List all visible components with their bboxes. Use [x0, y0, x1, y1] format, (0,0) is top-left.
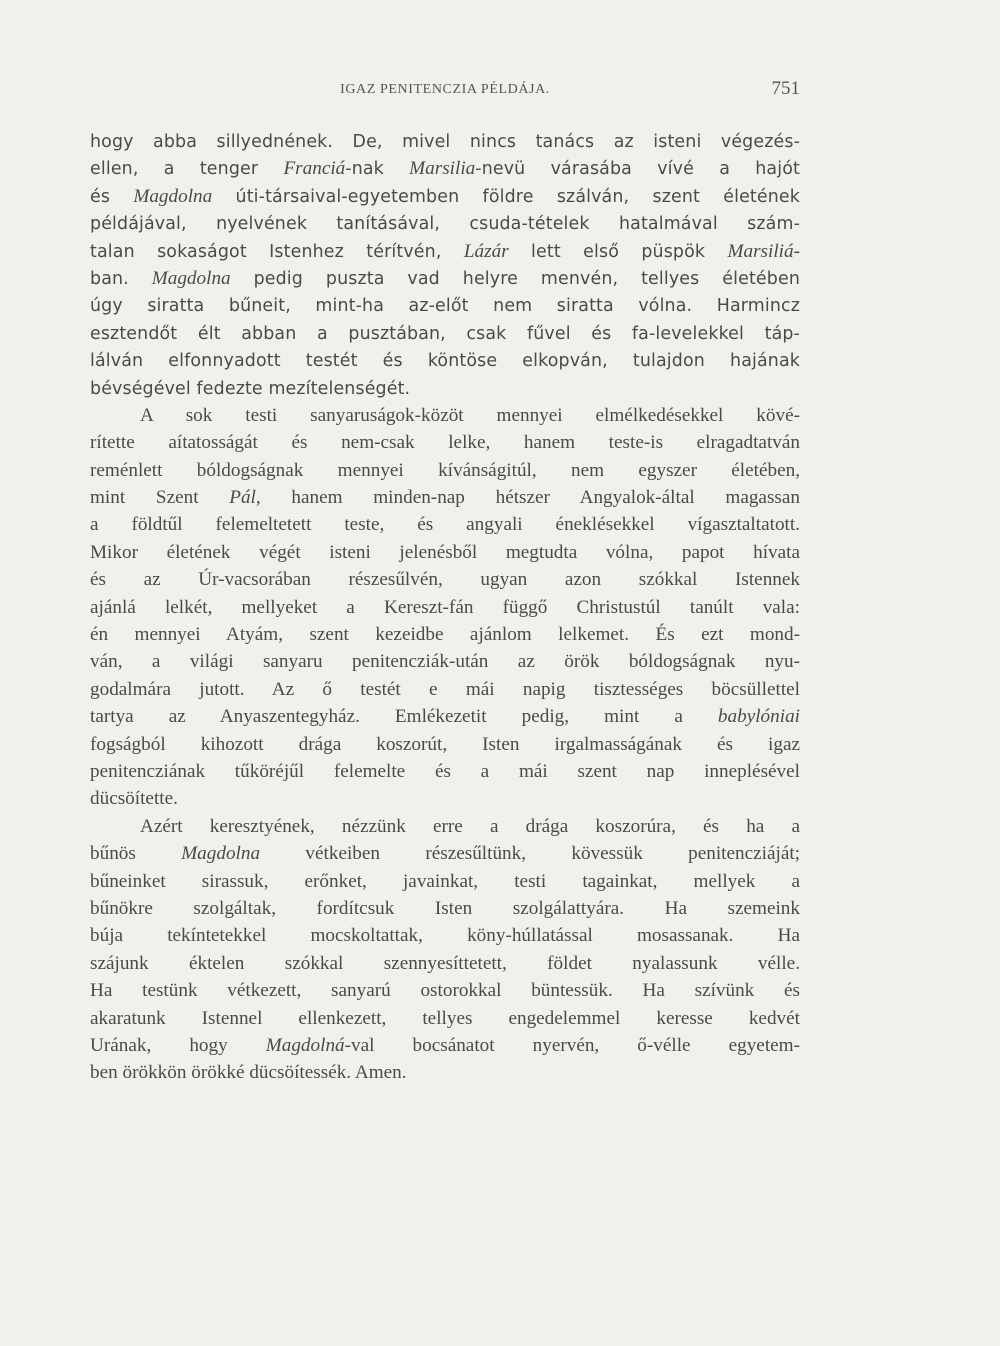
text-line [90, 183, 800, 210]
italic-name: Marsiliá- [727, 240, 800, 262]
text-line [90, 676, 800, 703]
text-segment: dücsöítette. [90, 788, 178, 810]
text-segment: Mikor életének végét isteni jelenésből megtudta vólna, papot hívata [90, 541, 800, 563]
text-segment: akaratunk Istennel ellenkezett, tellyes engedelemmel keresse kedvét [90, 1007, 800, 1029]
italic-name: Lázár [463, 240, 509, 262]
italic-name: Magdolna [133, 185, 213, 207]
text-line [90, 731, 800, 758]
text-line [90, 868, 800, 895]
text-segment: pedig puszta vad helyre menvén, tellyes életében [230, 268, 800, 289]
text-segment: -val bocsánatot nyervén, ő-vélle egyetem- [344, 1034, 800, 1056]
italic-name: Magdolná [265, 1034, 345, 1056]
text-line [90, 457, 800, 484]
text-line [90, 511, 800, 538]
text-line [90, 895, 800, 922]
text-line [90, 1005, 800, 1032]
text-line [90, 813, 800, 840]
running-head [90, 78, 800, 102]
text-segment: hanem minden-nap hétszer Angyalok-által magassan [260, 487, 800, 509]
text-segment: mint Szent [90, 487, 230, 509]
text-line [90, 402, 800, 429]
text-segment: szájunk éktelen szókkal szennyesíttetett, földet nyalassunk vélle. [90, 952, 800, 974]
text-line [90, 539, 800, 566]
text-segment: rítette aítatosságát és nem-csak lelke, hanem teste-is elragadtatván [90, 432, 800, 454]
text-line [90, 210, 800, 237]
text-line [90, 292, 800, 319]
text-segment: ajánlá lelkét, mellyeket a Kereszt-fán függő Christustúl tanúlt vala: [90, 596, 800, 618]
text-segment: reménlett bóldogságnak mennyei kívánságitúl, nem egyszer életében, [90, 459, 800, 481]
text-line [90, 621, 800, 648]
text-segment: penitencziának tűköréjűl felemelte és a mái szent nap inneplésével [90, 760, 800, 782]
text-line [90, 950, 800, 977]
text-segment: búja tekíntetekkel mocskoltattak, köny-húllatással mosassanak. Ha [90, 925, 800, 947]
body-text [90, 128, 800, 1087]
text-line [90, 1059, 800, 1086]
text-line [90, 648, 800, 675]
text-segment: esztendőt élt abban a pusztában, csak fűvel és fa-levelekkel táp- [90, 323, 800, 344]
italic-name: Franciá [283, 158, 346, 180]
text-segment: ben örökkön örökké dücsöítessék. Amen. [90, 1062, 407, 1084]
italic-name: Pál, [229, 487, 261, 509]
text-line [90, 758, 800, 785]
text-segment: bévségével fedezte mezítelenségét. [90, 378, 411, 399]
text-line [90, 922, 800, 949]
text-segment: Urának, hogy [90, 1034, 266, 1056]
italic-name: babylóniai [717, 706, 800, 728]
text-segment: és [90, 186, 134, 207]
text-segment: ván, a világi sanyaru penitencziák-után az örök bóldogságnak nyu- [90, 651, 800, 673]
page-number: 751 [771, 78, 800, 99]
text-segment: a földtűl felemeltetett teste, és angyali éneklésekkel vígasztaltatott. [90, 514, 800, 536]
text-segment: Ha testünk vétkezett, sanyarú ostorokkal büntessük. Ha szívünk és [90, 980, 800, 1002]
text-line [90, 484, 800, 511]
text-line [90, 429, 800, 456]
text-segment: godalmára jutott. Az ő testét e mái napig tisztességes böcsüllettel [90, 678, 800, 700]
text-segment: lett első püspök [508, 241, 728, 262]
running-title: IGAZ PENITENCZIA PÉLDÁJA. [340, 82, 550, 97]
text-line [90, 840, 800, 867]
text-segment: bűnökre szolgáltak, fordítcsuk Isten szolgálattyára. Ha szemeink [90, 897, 800, 919]
text-line [90, 703, 800, 730]
text-line [90, 785, 800, 812]
text-segment: és az Úr-vacsorában részesűlvén, ugyan azon szókkal Istennek [90, 569, 800, 591]
text-line [90, 566, 800, 593]
text-segment: bűnös [90, 843, 182, 865]
text-segment: úti-társaival-egyetemben földre szálván, szent életének [212, 186, 800, 207]
text-segment: én mennyei Atyám, szent kezeidbe ajánlom lelkemet. És ezt mond- [90, 624, 800, 646]
text-segment: lálván elfonnyadott testét és köntöse elkopván, tulajdon hajának [90, 351, 800, 372]
text-segment: vétkeiben részesűltünk, kövessük penitencziáját; [260, 843, 800, 865]
text-segment: ban. [90, 268, 152, 289]
text-line [90, 375, 800, 402]
italic-name: Magdolna [151, 267, 231, 289]
text-segment: talan sokaságot Istenhez térítvén, [90, 241, 464, 262]
text-segment: Azért keresztyének, nézzünk erre a drága koszorúra, és ha a [140, 815, 800, 837]
text-segment: fogságból kihozott drága koszorút, Isten irgalmasságának és igaz [90, 733, 800, 755]
text-line [90, 347, 800, 374]
text-segment: ellen, a tenger [90, 159, 284, 180]
italic-name: Marsilia [409, 158, 476, 180]
text-segment: -nak [345, 159, 410, 180]
text-segment: A sok testi sanyaruságok-közöt mennyei elmélkedésekkel kövé- [140, 404, 800, 426]
text-segment: bűneinket sirassuk, erőnket, javainkat, testi tagainkat, mellyek a [90, 870, 800, 892]
text-segment: úgy siratta bűneit, mint-ha az-előt nem siratta vólna. Harmincz [90, 296, 800, 317]
text-line [90, 155, 800, 182]
text-line [90, 977, 800, 1004]
text-segment: -nevü várasába vívé a hajót [475, 159, 800, 180]
text-line [90, 594, 800, 621]
text-segment: hogy abba sillyednének. De, mivel nincs tanács az isteni végezés- [90, 132, 800, 152]
text-line [90, 265, 800, 292]
text-line [90, 128, 800, 155]
text-segment: tartya az Anyaszentegyház. Emlékezetit pedig, mint a [90, 706, 718, 728]
text-line [90, 1032, 800, 1059]
text-segment: példájával, nyelvének tanításával, csuda-tételek hatalmával szám- [90, 214, 800, 235]
text-line [90, 320, 800, 347]
italic-name: Magdolna [181, 843, 261, 865]
text-line [90, 238, 800, 265]
